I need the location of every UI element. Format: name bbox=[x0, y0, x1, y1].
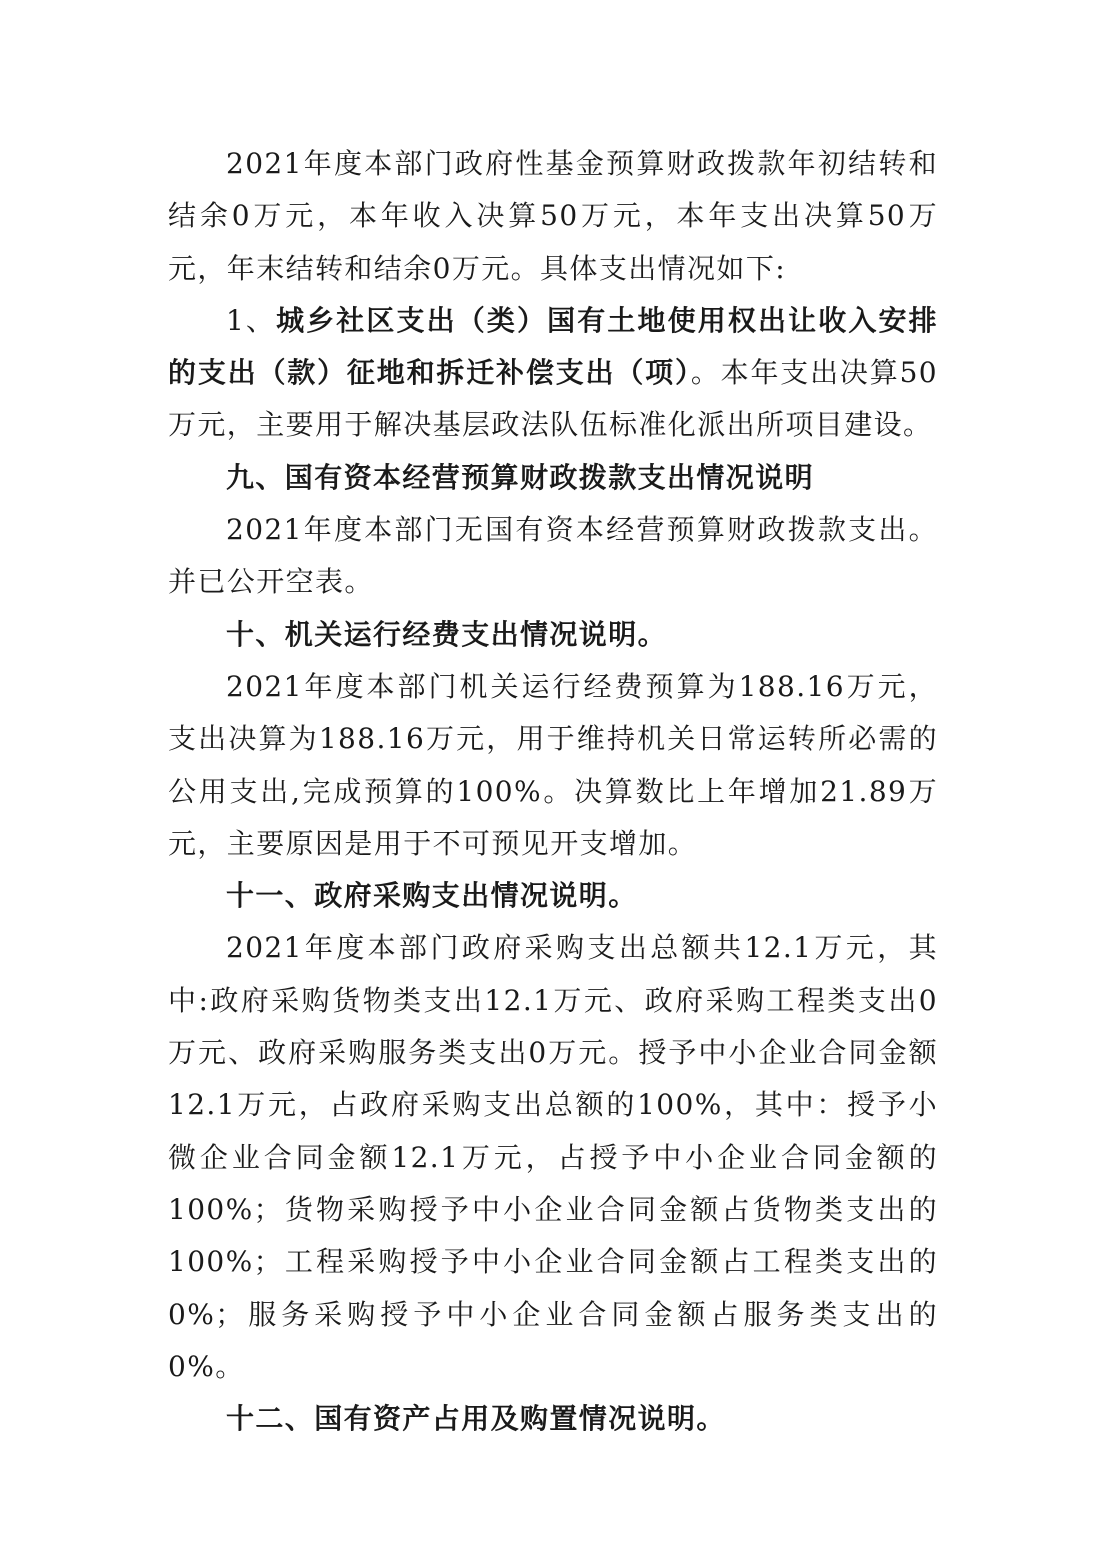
heading-section-9: 九、国有资本经营预算财政拨款支出情况说明 bbox=[226, 460, 815, 494]
item-1-number: 1、 bbox=[226, 303, 277, 337]
heading-section-10: 十、机关运行经费支出情况说明。 bbox=[226, 617, 668, 651]
heading-section-12: 十二、国有资产占用及购置情况说明。 bbox=[226, 1402, 726, 1436]
paragraph-item-1 bbox=[168, 295, 938, 452]
paragraph-section-11: 2021年度本部门政府采购支出总额共12.1万元，其中:政府采购货物类支出12.1万元、政府采购工程类支出0万元、政府采购服务类支出0万元。授予中小企业合同金额12.1万元，占政府采购支出总额的100%，其中：授予小微企业合同金额12.1万元，占授予中小企业合同金额的100%；货物采购授予中小企业合同金额占货物类支出的100%；工程采购授予中小企业合同金额占工程类支出的0%；服务采购授予中小企业合同金额占服务类支出的0%。 bbox=[168, 931, 938, 1383]
document-page bbox=[168, 138, 938, 1445]
heading-section-11: 十一、政府采购支出情况说明。 bbox=[226, 879, 638, 913]
item-1-title: 城乡社区支出（类）国有土地使用权出让收入安排的支出（款）征地和拆迁补偿支出（项） bbox=[168, 303, 938, 390]
paragraph-section-9: 2021年度本部门无国有资本经营预算财政拨款支出。并已公开空表。 bbox=[168, 513, 938, 599]
item-1-text: 。本年支出决算50万元，主要用于解决基层政法队伍标准化派出所项目建设。 bbox=[168, 356, 938, 442]
paragraph-fund-budget: 2021年度本部门政府性基金预算财政拨款年初结转和结余0万元，本年收入决算50万元，本年支出决算50万元，年末结转和结余0万元。具体支出情况如下: bbox=[168, 147, 938, 285]
paragraph-section-10: 2021年度本部门机关运行经费预算为188.16万元，支出决算为188.16万元，用于维持机关日常运转所必需的公用支出,完成预算的100%。决算数比上年增加21.89万元，主要原因是用于不可预见开支增加。 bbox=[168, 669, 938, 860]
